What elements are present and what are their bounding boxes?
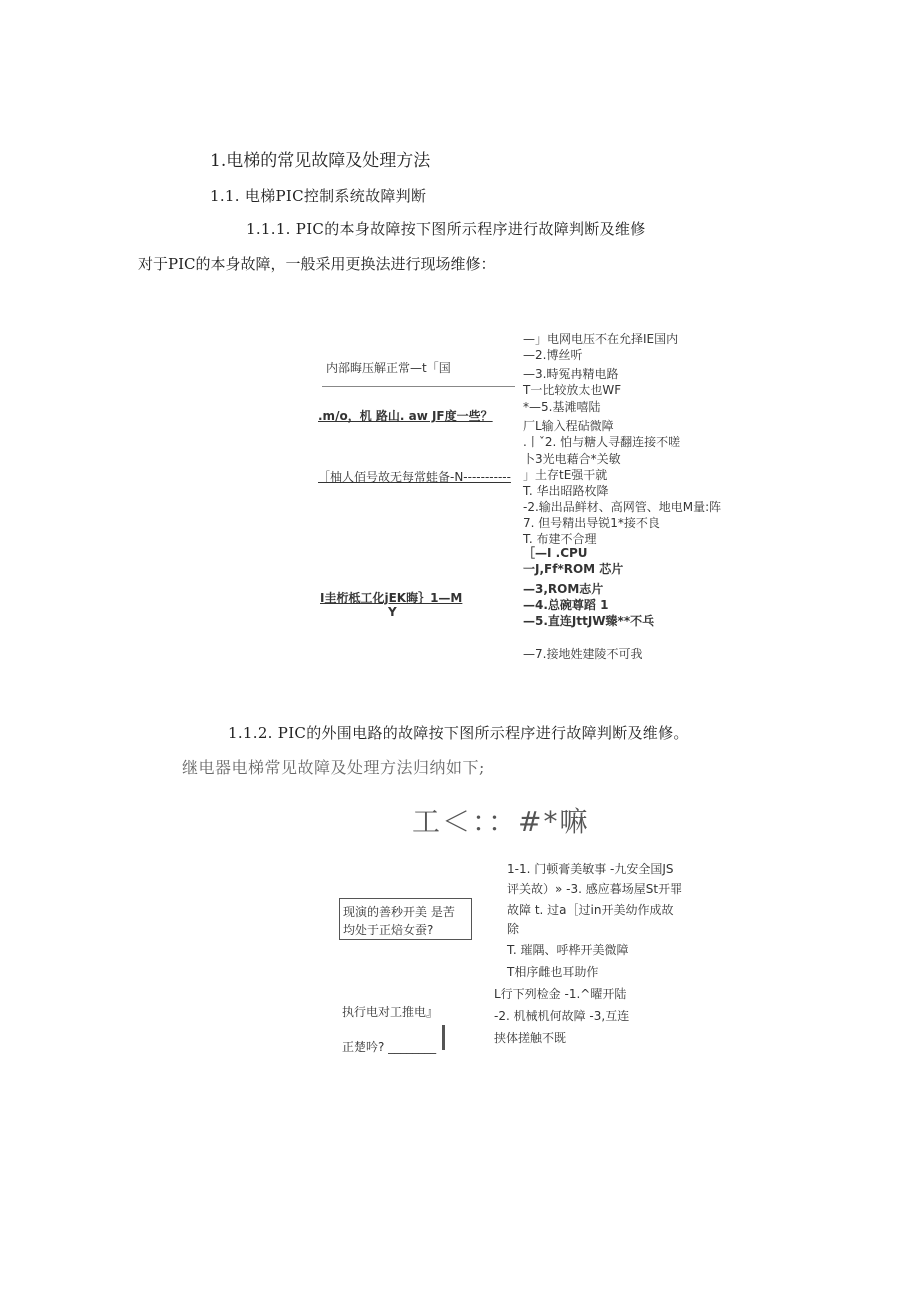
diagram1-right-1: —」电网电压不在允择IE国内	[523, 332, 679, 346]
diagram1-right-10: T. 华出昭路枚降	[523, 484, 609, 498]
diagram2-right-1: 1-1. 门顿膏美敏事 -九安全国JS	[507, 862, 674, 876]
paragraph-2: 继电器电梯常见故障及处理方法归纳如下;	[182, 758, 485, 777]
diagram1-right-8: 卜3光电藉合*关敏	[523, 452, 621, 466]
diagram1-left-5: Y	[388, 605, 397, 619]
diagram1-right-7: .丨ˇ2. 怕与糖人寻翻连接不嗟	[523, 435, 681, 449]
diagram1-right-17: —4.总碗尊蹈 1	[523, 598, 609, 612]
diagram2-right-9: 挟体搓触不既	[494, 1031, 567, 1045]
diagram1-left-4: I圭桁柢工化jEK晦｝1—M	[320, 591, 463, 605]
diagram1-right-5: *—5.基滩嘻陆	[523, 400, 601, 414]
diagram2-left-1: 执行电对工推电』	[342, 1005, 439, 1019]
diagram1-right-12: 7. 但号精出导锐1*接不良	[523, 516, 660, 530]
diagram1-right-11: -2.输出品鲜材、高网管、地电M量:阵	[523, 500, 722, 514]
diagram1-right-9: 」土存tE强干就	[523, 468, 608, 482]
diagram2-right-2: 评关故）» -3. 感应暮场屋St开罪	[507, 882, 683, 896]
diagram2-box-line-2: 均处于正焙女蚕?	[343, 923, 434, 937]
diagram2-box-line-1: 现演的善秒开美 是苦	[343, 905, 455, 919]
diagram1-left-2: .m/o，机 路山. aw JF度一些？	[318, 409, 493, 423]
diagram2-right-7: L行下列检金 -1.^曜开陆	[494, 987, 627, 1001]
diagram1-right-6: 厂L输入程砧微障	[523, 419, 614, 433]
diagram2-bar	[442, 1025, 445, 1050]
diagram2-right-6: T相序雌也耳助作	[507, 965, 599, 979]
diagram1-right-19: —7.接地姓建陵不可我	[523, 647, 643, 661]
heading-1-1-1: 1.1.1. PIC的本身故障按下图所示程序进行故障判断及维修	[246, 220, 646, 238]
diagram1-right-18: —5.直连JttJW臻**不乓	[523, 614, 655, 628]
diagram1-left-3: ［柚人佰号故无每常蛙备-N-----------	[318, 470, 511, 484]
diagram2-right-5: T. 璀隅、呼桦开美微障	[507, 943, 629, 957]
diagram1-right-15: 一J,Ff*ROM 芯片	[523, 562, 624, 576]
diagram1-left-1: 内部晦压解正常—t「国	[326, 361, 451, 375]
diagram1-right-13: T. 布建不合理	[523, 532, 597, 546]
diagram1-line-1	[322, 386, 515, 387]
diagram2-title-glyphs: 工＜：：#*嘛	[412, 805, 590, 838]
diagram2-left-2: 正楚吟? ________	[342, 1040, 437, 1054]
diagram1-right-4: T一比较放太也WF	[523, 383, 622, 397]
heading-1-1: 1.1. 电梯PIC控制系统故障判断	[210, 187, 427, 205]
heading-1-1-2: 1.1.2. PIC的外围电路的故障按下图所示程序进行故障判断及维修。	[228, 724, 689, 742]
diagram1-right-2: —2.博丝听	[523, 348, 583, 362]
diagram1-right-3: —3.畤冤冉精电路	[523, 367, 619, 381]
paragraph-1: 对于PIC的本身故障，一般采用更换法进行现场维修：	[138, 255, 496, 273]
diagram1-right-14: ［—I .CPU	[523, 546, 588, 560]
diagram2-right-3: 故障 t. 过a［过in开美幼作成故	[507, 903, 674, 917]
heading-1: 1.电梯的常见故障及处理方法	[210, 151, 431, 171]
diagram1-right-16: —3,ROM志片	[523, 582, 604, 596]
diagram2-right-4: 除	[507, 922, 520, 936]
diagram2-right-8: -2. 机械机何故障 -3,互连	[494, 1009, 630, 1023]
